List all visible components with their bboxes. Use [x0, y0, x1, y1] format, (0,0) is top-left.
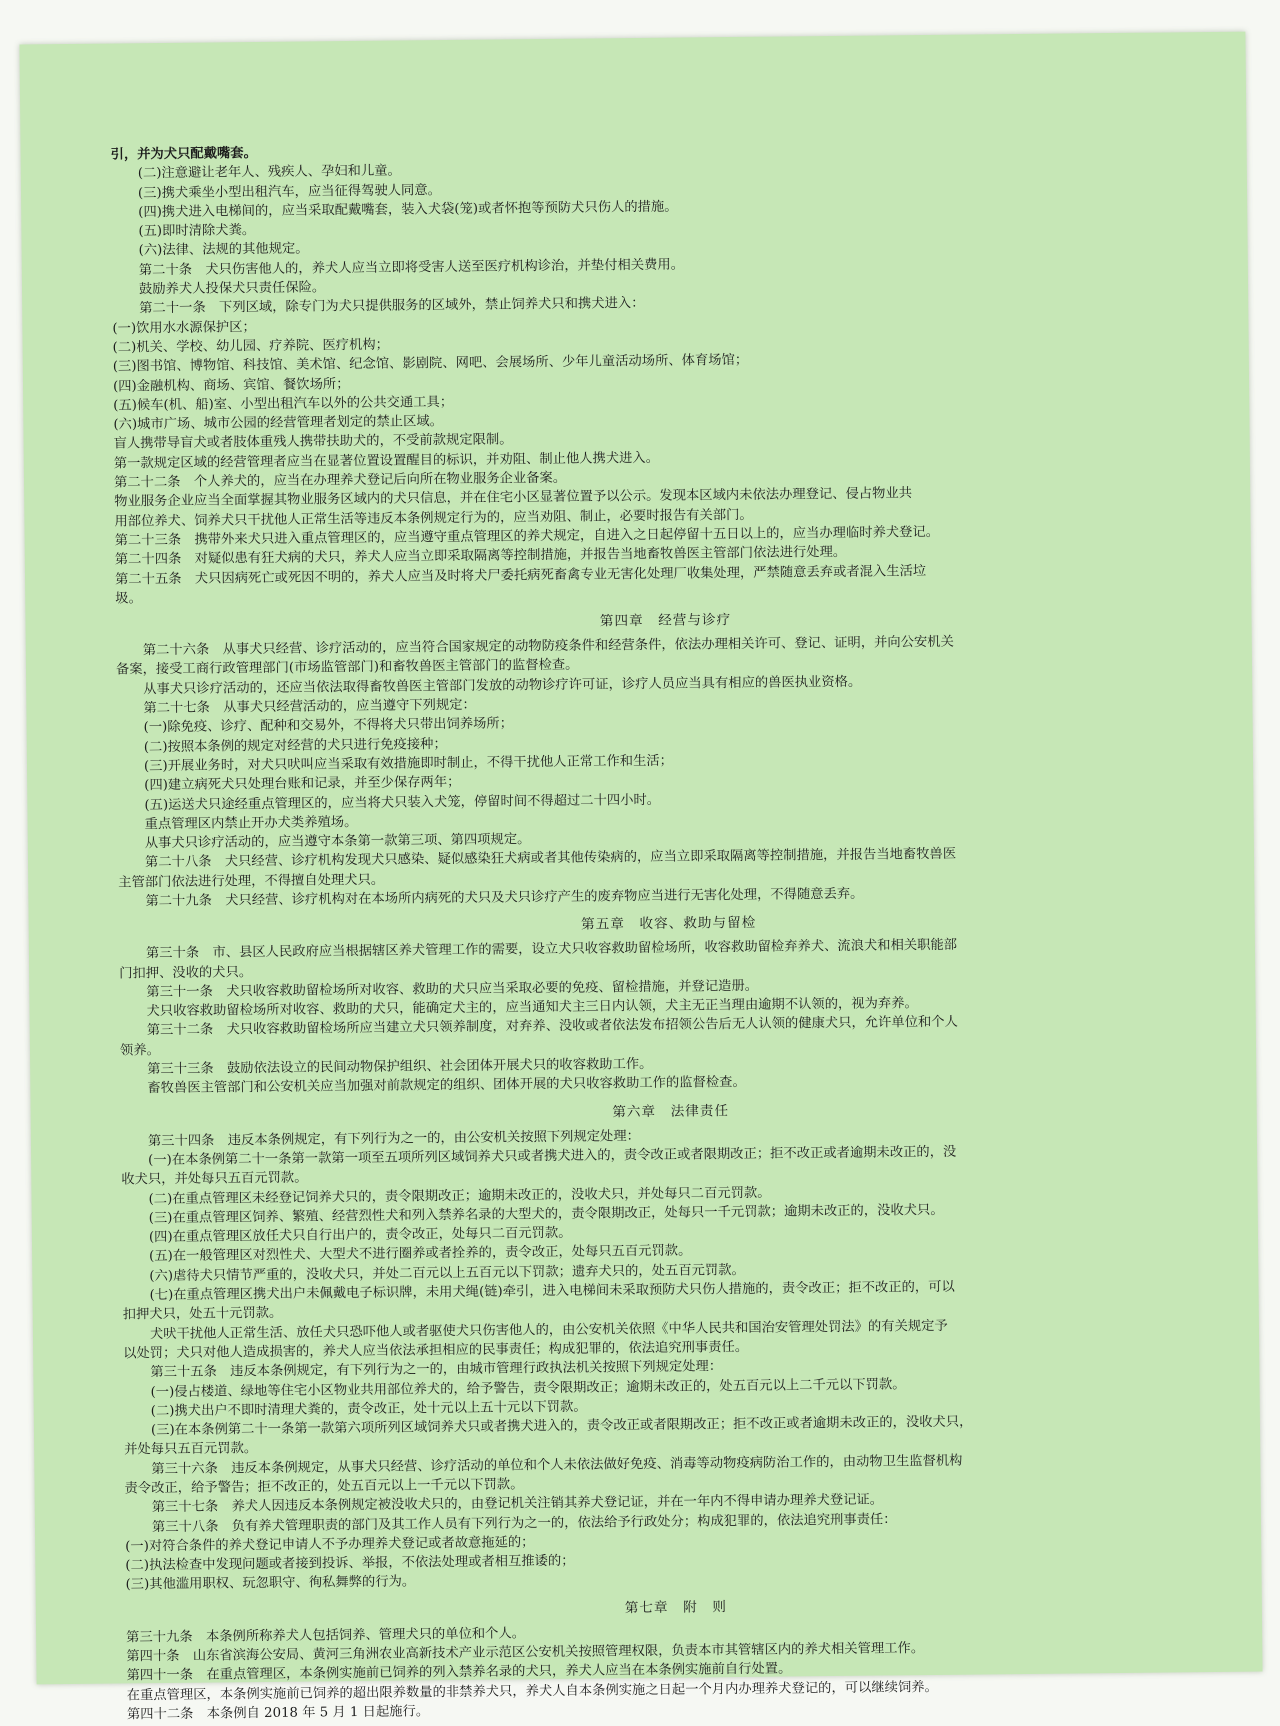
paragraph-line: 犬只收容救助留检场所对收容、救助的犬只，能确定犬主的，应当通知犬主三日内认领，犬主无正当理由逾期不认领的，视为弃养。	[146, 996, 918, 1020]
paragraph-line: 第三十八条 负有养犬管理职责的部门及其工作人员有下列行为之一的，依法给予行政处分；构成犯罪的，依法追究刑事责任：	[151, 1511, 897, 1535]
paragraph-line: 第二十九条 犬只经营、诊疗机构对在本场所内病死的犬只及犬只诊疗产生的废弃物应当进行无害化处理，不得随意丢弃。	[145, 886, 864, 910]
paragraph-line: 第二十五条 犬只因病死亡或死因不明的，养犬人应当及时将犬尸委托病死畜禽专业无害化处理厂收集处理，严禁随意丢弃或者混入生活垃	[114, 563, 927, 588]
paragraph-line: 第二十八条 犬只经营、诊疗机构发现犬只感染、疑似感染狂犬病或者其他传染病的，应当立即采取隔离等控制措施，并报告当地畜牧兽医	[144, 847, 957, 871]
paragraph-line: 第二十三条 携带外来犬只进入重点管理区的，应当遵守重点管理区的养犬规定，自进入之日起停留十五日以上的，应当办理临时养犬登记。	[114, 524, 940, 549]
paragraph-line: 鼓励养犬人投保犬只责任保险。	[138, 280, 326, 298]
paragraph-line: (一)对符合条件的养犬登记申请人不予办理养犬登记或者故意拖延的；	[125, 1535, 535, 1555]
chapter-heading: 第五章 收容、救助与留检	[581, 915, 757, 933]
paragraph-line: 盲人携带导盲犬或者肢体重残人携带扶助犬的，不受前款规定限制。	[113, 432, 513, 452]
paragraph-line: (七)在重点管理区携犬出户未佩戴电子标识牌，未用犬绳(链)牵引，进入电梯间未采取预防犬只伤人措施的，责令改正；拒不改正的，可以	[149, 1279, 955, 1304]
paragraph-line: 以处罚；犬只对他人造成损害的，养犬人应当依法承担相应的民事责任；构成犯罪的，依法追究刑事责任。	[123, 1339, 749, 1362]
paragraph-line: 畜牧兽医主管部门和公安机关应当加强对前款规定的组织、团体开展的犬只收容救助工作的监督检查。	[147, 1075, 746, 1097]
document-page	[19, 32, 1262, 1723]
paragraph-line: (二)机关、学校、幼儿园、疗养院、医疗机构；	[112, 337, 390, 356]
regulation-text	[111, 134, 1227, 1725]
paragraph-line: 第三十三条 鼓励依法设立的民间动物保护组织、社会团体开展犬只的收容救助工作。	[147, 1056, 653, 1078]
paragraph-line: 第三十二条 犬只收容救助留检场所应当建立犬只领养制度，对弃养、没收或者依法发布招领公告后无人认领的健康犬只，允许单位和个人	[146, 1015, 958, 1039]
paragraph-line: 门扣押、没收的犬只。	[119, 964, 253, 982]
paragraph-line: 第三十条 市、县区人民政府应当根据辖区养犬管理工作的需要，设立犬只收容救助留检场所，收容救助留检弃养犬、流浪犬和相关职能部	[145, 937, 958, 962]
paragraph-line: 第二十二条 个人养犬的，应当在办理养犬登记后向所在物业服务企业备案。	[113, 470, 567, 491]
paragraph-line: (二)在重点管理区未经登记饲养犬只的，责令限期改正；逾期未改正的，没收犬只，并处每只二百元罚款。	[148, 1185, 771, 1207]
paragraph-line: (二)携犬出户不即时清理犬粪的，责令改正，处十元以上五十元以下罚款。	[150, 1399, 587, 1419]
paragraph-line: (四)在重点管理区放任犬只自行出户的，责令改正，处每只二百元罚款。	[148, 1225, 572, 1246]
paragraph-line: 从事犬只诊疗活动的，还应当依法取得畜牧兽医主管部门发放的动物诊疗许可证，诊疗人员应当具有相应的兽医执业资格。	[143, 674, 862, 697]
paragraph-line: 第四十二条 本条例自 2018 年 5 月 1 日起施行。	[126, 1704, 430, 1723]
paragraph-line: 在重点管理区，本条例实施前已饲养的超出限养数量的非禁养犬只，养犬人自本条例实施之日起一个月内办理养犬登记的，可以继续饲养。	[126, 1679, 938, 1704]
chapter-heading: 第七章 附 则	[624, 1598, 728, 1616]
paragraph-line: 扣押犬只，处五十元罚款。	[122, 1306, 283, 1323]
paragraph-line: 第四十一条 在重点管理区，本条例实施前已饲养的列入禁养名录的犬只，养犬人应当在本条例实施前自行处置。	[126, 1661, 792, 1684]
paragraph-line: (一)侵占楼道、绿地等住宅小区物业共用部位养犬的，给予警告，责令限期改正；逾期未改正的，处五百元以上二千元以下罚款。	[150, 1376, 906, 1400]
paragraph-line: 第三十四条 违反本条例规定，有下列行为之一的，由公安机关按照下列规定处理：	[147, 1128, 640, 1149]
paragraph-line: 第三十五条 违反本条例规定，有下列行为之一的，由城市管理行政执法机关按照下列规定处理：	[150, 1359, 723, 1381]
paragraph-line: 用部位养犬、饲养犬只干扰他人正常生活等违反本条例规定行为的，应当劝阻、制止，必要时报告有关部门。	[114, 507, 753, 530]
paragraph-line: (三)开展业务时，对犬只吠叫应当采取有效措施即时制止，不得干扰他人正常工作和生活；	[143, 753, 674, 775]
paragraph-line: (五)在一般管理区对烈性犬、大型犬不进行圈养或者拴养的，责令改正，处每只五百元罚款。	[149, 1243, 692, 1265]
paragraph-line: 第二十七条 从事犬只经营活动的，应当遵守下列规定：	[143, 697, 476, 717]
paragraph-line: 第三十一条 犬只收容救助留检场所对收容、救助的犬只应当采取必要的免疫、留检措施，并登记造册。	[146, 978, 759, 1001]
paragraph-line: 备案，接受工商行政管理部门(市场监管部门)和畜牧兽医主管部门的监督检查。	[115, 658, 579, 678]
paragraph-line: (五)即时清除犬粪。	[138, 223, 256, 240]
paragraph-line: (四)携犬进入电梯间的，应当采取配戴嘴套，装入犬袋(笼)或者怀抱等预防犬只伤人的措施。	[138, 199, 678, 221]
paragraph-line: (五)候车(机、船)室、小型出租汽车以外的公共交通工具；	[113, 394, 454, 414]
paragraph-line: (二)执法检查中发现问题或者接到投诉、举报，不依法处理或者相互推诿的；	[125, 1553, 575, 1574]
paragraph-line: 第一款规定区域的经营管理者应当在显著位置设置醒目的标识，并劝阻、制止他人携犬进入。	[113, 450, 660, 472]
paragraph-line: 从事犬只诊疗活动的，应当遵守本条第一款第三项、第四项规定。	[144, 832, 531, 852]
paragraph-line: (三)在重点管理区饲养、繁殖、经营烈性犬和列入禁养名录的大型犬的，责令限期改正，处每只一千元罚款；逾期未改正的，没收犬只。	[148, 1202, 944, 1227]
paragraph-line: 并处每只五百元罚款。	[124, 1441, 258, 1458]
paragraph-line: 第四十条 山东省滨海公安局、黄河三角洲农业高新技术产业示范区公安机关按照管理权限，负责本市其管辖区内的养犬相关管理工作。	[126, 1641, 925, 1665]
paragraph-line: (一)在本条例第二十一条第一款第一项至五项所列区域饲养犬只或者携犬进入的，责令改正或者限期改正；拒不改正或者逾期未改正的，没	[148, 1144, 957, 1169]
paragraph-line: (一)除免疫、诊疗、配种和交易外，不得将犬只带出饲养场所；	[143, 716, 514, 736]
paragraph-line: (四)建立病死犬只处理台账和记录，并至少保存两年；	[144, 775, 461, 794]
paragraph-line: 第三十七条 养犬人因违反本条例规定被没收犬只的，由登记机关注销其养犬登记证，并在一年内不得申请办理养犬登记证。	[151, 1492, 884, 1516]
paragraph-line: (六)法律、法规的其他规定。	[138, 241, 309, 259]
paragraph-line: (三)其他滥用职权、玩忽职守、徇私舞弊的行为。	[125, 1574, 416, 1593]
paragraph-line: (四)金融机构、商场、宾馆、餐饮场所；	[112, 376, 350, 395]
paragraph-line: 犬吠干扰他人正常生活、放任犬只恐吓他人或者驱使犬只伤害他人的，由公安机关依照《中华人民共和国治安管理处罚法》的有关规定予	[149, 1318, 948, 1342]
paragraph-line: 主管部门依法进行处理，不得擅自处理犬只。	[118, 872, 385, 891]
paragraph-line: 物业服务企业应当全面掌握其物业服务区域内的犬只信息，并在住宅小区显著位置予以公示。发现本区域内未依法办理登记、侵占物业共	[114, 486, 913, 510]
paragraph-line: 引，并为犬只配戴嘴套。	[110, 145, 257, 163]
paragraph-line: 第二十条 犬只伤害他人的，养犬人应当立即将受害人送至医疗机构诊治，并垫付相关费用。	[138, 257, 685, 279]
paragraph-line: 第二十四条 对疑似患有狂犬病的犬只，养犬人应当立即采取隔离等控制措施，并报告当地畜牧兽医主管部门依法进行处理。	[114, 545, 847, 568]
chapter-heading: 第四章 经营与诊疗	[599, 612, 732, 630]
paragraph-line: 第二十六条 从事犬只经营、诊疗活动的，应当符合国家规定的动物防疫条件和经营条件，依法办理相关许可、登记、证明，并向公安机关	[142, 634, 954, 659]
paragraph-line: 第三十九条 本条例所称养犬人包括饲养、管理犬只的单位和个人。	[126, 1626, 526, 1646]
paragraph-line: 圾。	[115, 591, 142, 607]
paragraph-line: 责令改正，给予警告；拒不改正的，处五百元以上一千元以下罚款。	[124, 1477, 524, 1497]
paragraph-line: (五)运送犬只途经重点管理区的，应当将犬只装入犬笼，停留时间不得超过二十四小时。	[144, 792, 661, 813]
paragraph-line: (六)虐待犬只情节严重的，没收犬只，并处二百元以上五百元以下罚款；遗弃犬只的，处五百元罚款。	[149, 1262, 745, 1284]
paragraph-line: (二)按照本条例的规定对经营的犬只进行免疫接种；	[143, 736, 447, 755]
paragraph-line: (六)城市广场、城市公园的经营管理者划定的禁止区域。	[113, 414, 443, 433]
paragraph-line: 第三十六条 违反本条例规定，从事犬只经营、诊疗活动的单位和个人未依法做好免疫、消毒等动物疫病防治工作的，由动物卫生监督机构	[151, 1453, 963, 1477]
paragraph-line: 收犬只，并处每只五百元罚款。	[121, 1170, 308, 1188]
paragraph-line: (一)饮用水水源保护区；	[112, 319, 256, 337]
paragraph-line: 重点管理区内禁止开办犬类养殖场。	[144, 814, 358, 832]
paragraph-line: (三)在本条例第二十一条第一款第六项所列区域饲养犬只或者携犬进入的，责令改正或者限期改正；拒不改正或者逾期未改正的，没收犬只，	[150, 1414, 973, 1439]
chapter-heading: 第六章 法律责任	[612, 1102, 730, 1120]
paragraph-line: (三)携犬乘坐小型出租汽车，应当征得驾驶人同意。	[137, 182, 441, 201]
paragraph-line: (三)图书馆、博物馆、科技馆、美术馆、纪念馆、影剧院、网吧、会展场所、少年儿童活动场所、体育场馆；	[112, 353, 749, 375]
paragraph-line: 第二十一条 下列区域，除专门为犬只提供服务的区域外，禁止饲养犬只和携犬进入：	[139, 296, 645, 317]
paragraph-line: 领养。	[119, 1042, 160, 1059]
paragraph-line: (二)注意避让老年人、残疾人、孕妇和儿童。	[137, 163, 401, 182]
